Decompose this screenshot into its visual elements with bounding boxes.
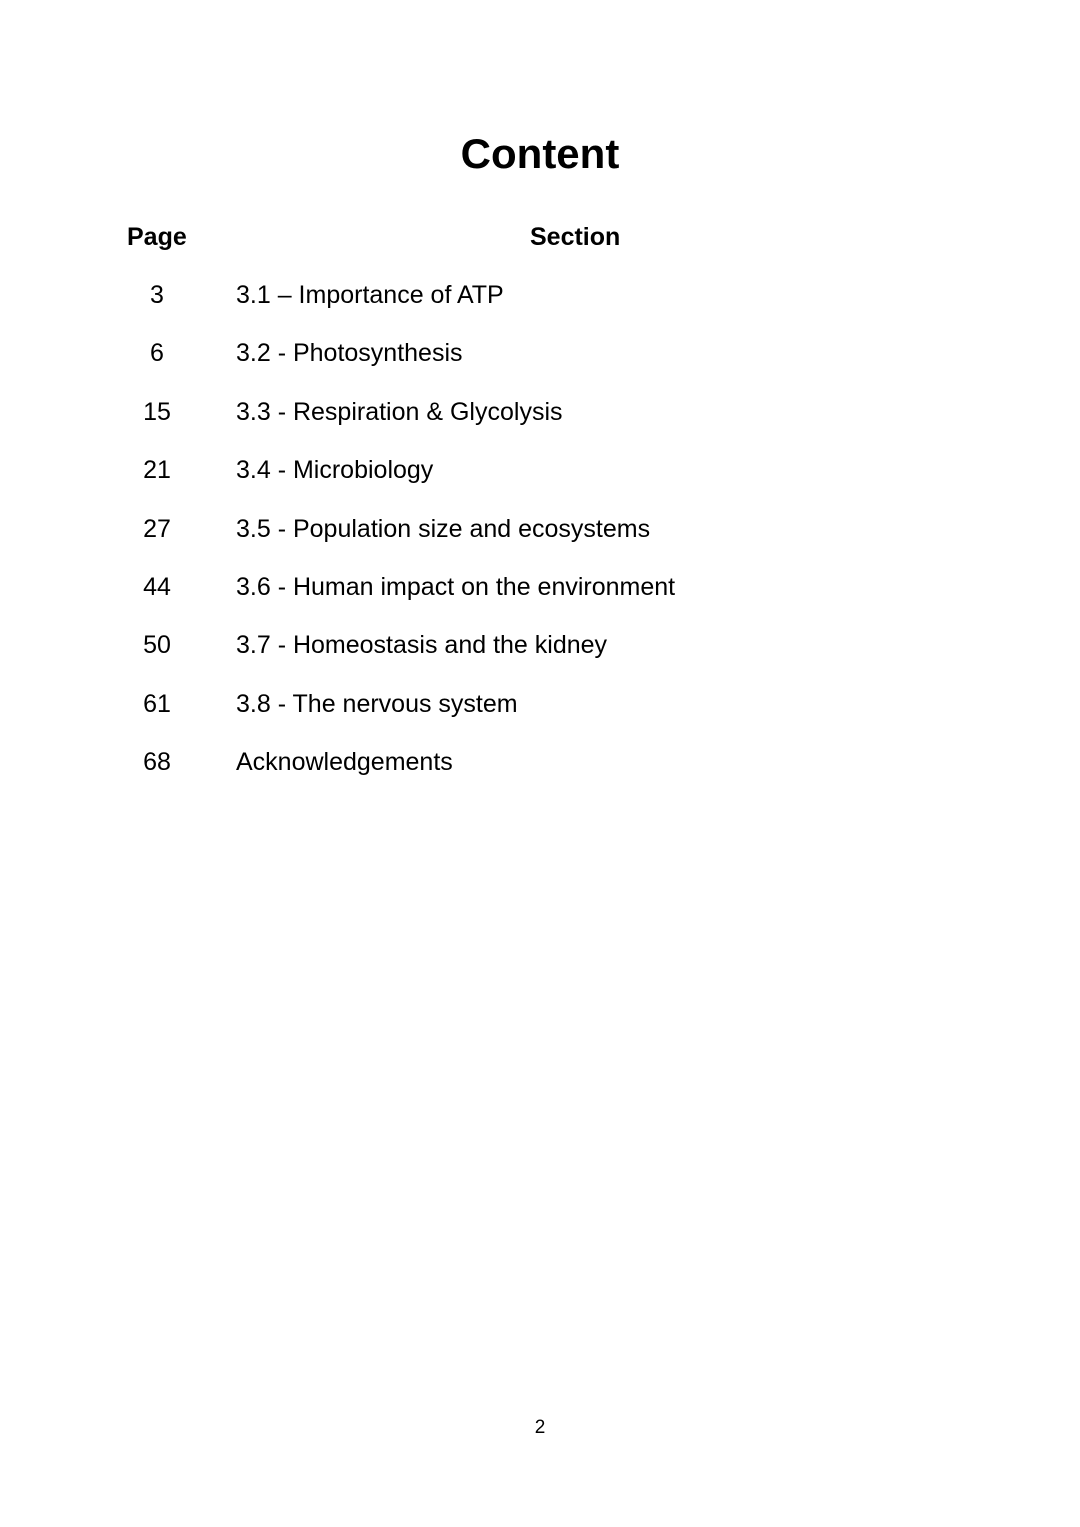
toc-entry [0,630,1080,688]
toc-entry [0,747,1080,805]
toc-entry [0,397,1080,455]
toc-page-number: 27 [143,514,171,543]
toc-entry [0,689,1080,747]
column-header-page: Page [127,223,187,251]
toc-page-number: 68 [143,748,171,777]
toc-section-title: Acknowledgements [236,748,453,777]
toc-section-title: 3.1 – Importance of ATP [236,281,504,309]
page-footer-number: 2 [534,1417,546,1438]
toc-page-number: 50 [143,631,171,660]
toc-section-title: 3.5 - Population size and ecosystems [236,514,651,543]
toc-page-number: 61 [143,689,171,718]
toc-section-title: 3.7 - Homeostasis and the kidney [236,631,608,660]
toc-page-number: 6 [150,339,164,368]
toc-section-title: 3.8 - The nervous system [236,689,518,718]
toc-entry [0,572,1080,630]
toc-entry [0,280,1080,338]
toc-entry [0,338,1080,396]
column-header-section: Section [530,223,621,251]
toc-section-title: 3.3 - Respiration & Glycolysis [236,397,563,426]
toc-entry [0,455,1080,513]
toc-section-title: 3.2 - Photosynthesis [236,339,463,368]
toc-page-number: 21 [143,456,171,485]
toc-section-title: 3.4 - Microbiology [236,456,434,485]
toc-entry [0,514,1080,572]
toc-section-title: 3.6 - Human impact on the environment [236,572,676,601]
toc-page-number: 3 [150,281,164,309]
table-of-contents [0,280,1080,806]
toc-page-number: 15 [143,397,171,426]
toc-page-number: 44 [143,572,171,601]
page-title: Content [460,130,620,177]
